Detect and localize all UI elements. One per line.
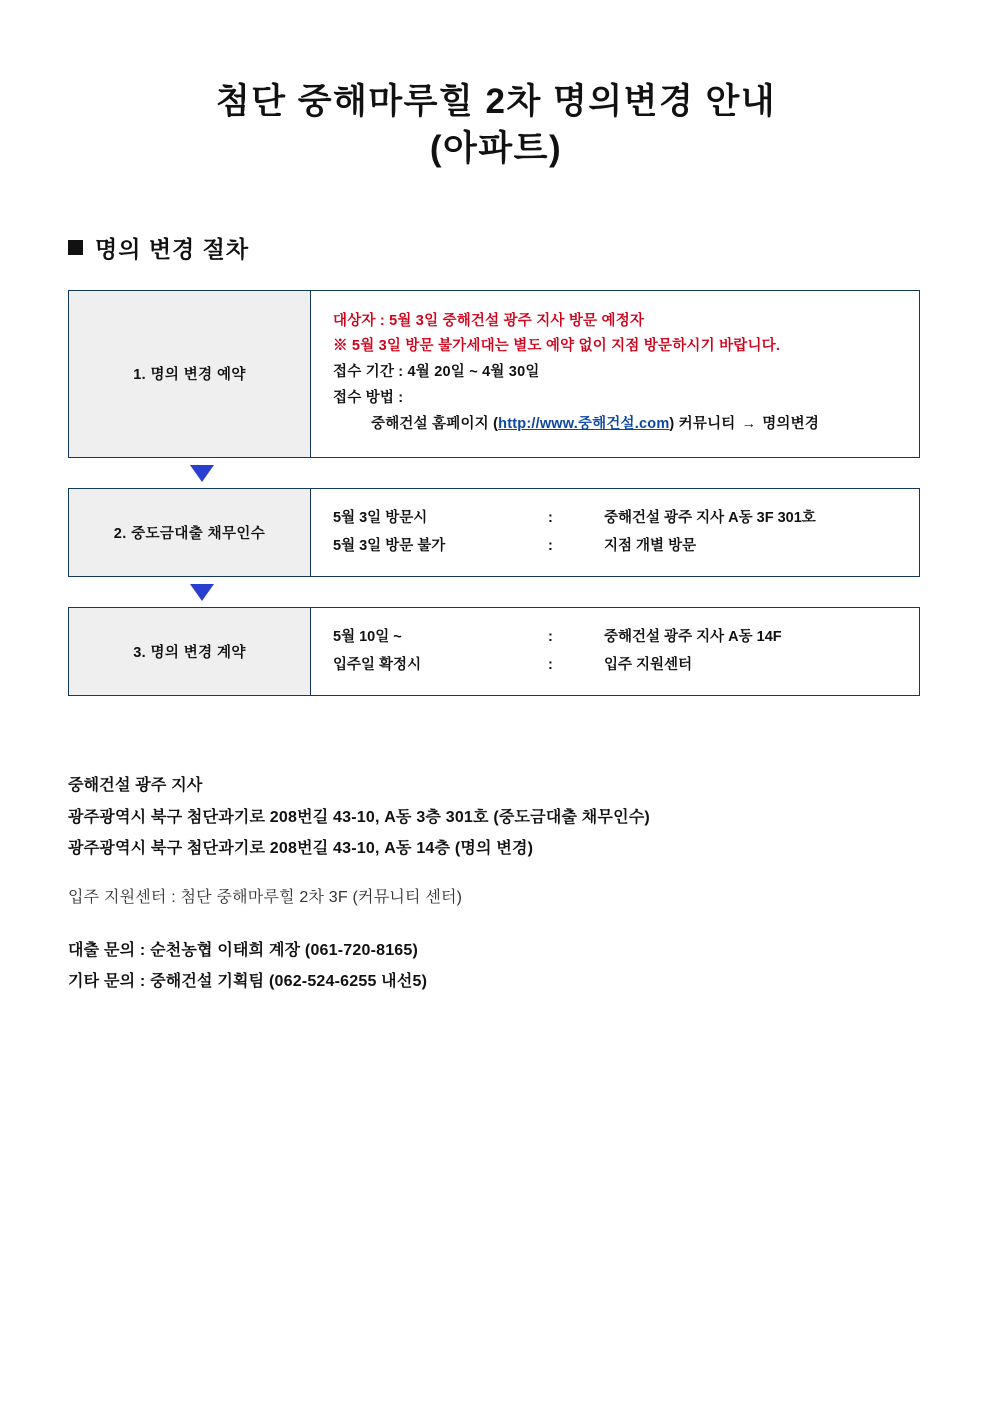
step-2-row-1-colon: : xyxy=(548,510,553,527)
step-box-2 xyxy=(68,488,920,577)
spacer xyxy=(68,913,924,935)
step-3-table xyxy=(333,624,782,679)
office-name: 중해건설 광주 지사 xyxy=(68,777,203,795)
address-line-2: 광주광역시 북구 첨단과기로 208번길 43-10, A동 14층 (명의 변경) xyxy=(68,839,534,857)
step-box-3 xyxy=(68,607,920,696)
section-heading-label: 명의 변경 절차 xyxy=(95,235,250,262)
method-suffix: 명의변경 xyxy=(762,415,820,432)
step-1-line-2: ※ 5월 3일 방문 불가세대는 별도 예약 없이 지점 방문하시기 바랍니다. xyxy=(333,338,781,355)
method-prefix: 중해건설 홈페이지 ( xyxy=(371,415,499,432)
method-middle: ) 커뮤니티 xyxy=(669,415,736,432)
step-2-row-1-where: 중해건설 광주 지사 A동 3F 301호 xyxy=(604,510,816,527)
square-bullet-icon xyxy=(68,240,83,255)
address-line-1: 광주광역시 북구 첨단과기로 208번길 43-10, A동 3층 301호 (중도금대출 채무인수) xyxy=(68,808,650,826)
table-row xyxy=(333,652,782,679)
table-row xyxy=(333,624,782,651)
table-row xyxy=(333,533,816,560)
spacer xyxy=(68,864,924,882)
step-2-table xyxy=(333,505,816,560)
section-heading xyxy=(68,173,924,264)
step-3-row-1-when: 5월 10일 ~ xyxy=(333,629,402,646)
step-2-row-2-where: 지점 개별 방문 xyxy=(604,537,697,554)
step-3-row-1-colon: : xyxy=(548,629,553,646)
footer-info xyxy=(68,770,924,997)
procedure-steps xyxy=(68,290,924,697)
step-1-line-4: 접수 방법 : xyxy=(333,389,404,406)
triangle-down-icon xyxy=(190,465,214,482)
step-1-line-3: 접수 기간 : 4월 20일 ~ 4월 30일 xyxy=(333,364,540,381)
step-3-label: 3. 명의 변경 계약 xyxy=(69,608,311,695)
support-center-line: 입주 지원센터 : 첨단 중해마루힐 2차 3F (커뮤니티 센터) xyxy=(68,888,463,906)
step-3-row-1-where: 중해건설 광주 지사 A동 14F xyxy=(604,629,782,646)
step-1-label: 1. 명의 변경 예약 xyxy=(69,291,311,458)
page-title-line-2: (아파트) xyxy=(429,129,563,169)
page-title xyxy=(68,0,924,173)
right-arrow-icon: → xyxy=(741,415,757,432)
step-2-row-2-when: 5월 3일 방문 불가 xyxy=(333,537,446,554)
step-2-body xyxy=(311,489,919,576)
step-1-line-1: 대상자 : 5월 3일 중해건설 광주 지사 방문 예정자 xyxy=(333,312,645,329)
step-2-row-2-colon: : xyxy=(548,537,553,554)
flow-arrow-1 xyxy=(68,465,920,482)
other-contact-line: 기타 문의 : 중해건설 기획팀 (062-524-6255 내선5) xyxy=(68,973,428,991)
step-3-row-2-where: 입주 지원센터 xyxy=(604,656,693,673)
step-1-method-line xyxy=(333,412,899,438)
step-1-body xyxy=(311,291,919,458)
table-row xyxy=(333,505,816,532)
step-3-row-2-when: 입주일 확정시 xyxy=(333,656,422,673)
loan-contact-line: 대출 문의 : 순천농협 이태희 계장 (061-720-8165) xyxy=(68,942,419,960)
step-box-1 xyxy=(68,290,920,459)
homepage-link[interactable]: http://www.중해건설.com xyxy=(498,415,670,432)
page-title-line-1: 첨단 중해마루힐 2차 명의변경 안내 xyxy=(215,82,777,121)
step-3-row-2-colon: : xyxy=(548,656,553,673)
step-2-label: 2. 중도금대출 채무인수 xyxy=(69,489,311,576)
step-2-row-1-when: 5월 3일 방문시 xyxy=(333,510,428,527)
step-3-body xyxy=(311,608,919,695)
flow-arrow-2 xyxy=(68,584,920,601)
triangle-down-icon xyxy=(190,584,214,601)
